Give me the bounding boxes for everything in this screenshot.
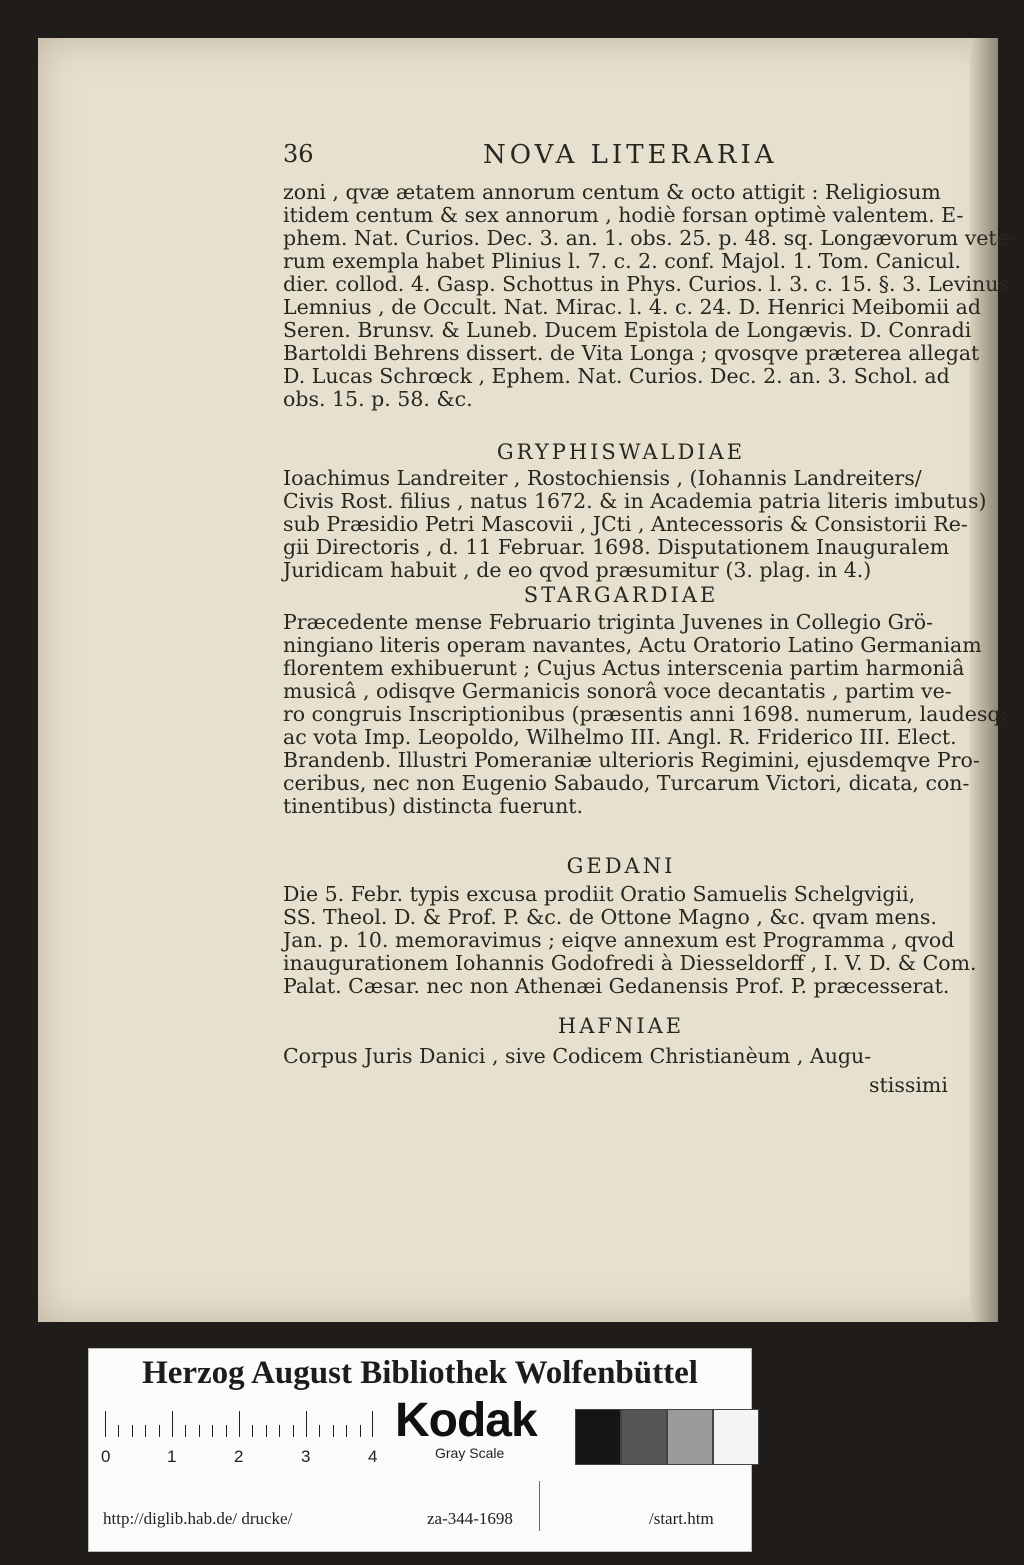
text-line: ceribus, nec non Eugenio Sabaudo, Turcarum Victori, dicata, con- [283,771,970,795]
digital-library-url: http://diglib.hab.de/ drucke/ [103,1509,293,1528]
kodak-logo: Kodak [395,1394,537,1447]
ruler-label: 0 [101,1447,111,1466]
gray-swatch-light [713,1409,759,1465]
running-head [283,140,959,174]
text-line: Bartoldi Behrens dissert. de Vita Longa ; qvosqve præterea allegat [283,341,980,365]
text-line: musicâ , odisqve Germanicis sonorâ voce decantatis , partim ve- [283,679,952,703]
text-line: Corpus Juris Danici , sive Codicem Christianèum , Augu- [283,1044,872,1068]
gray-swatch-dark [621,1409,667,1465]
text-line: inaugurationem Iohannis Godofredi à Diesseldorff , I. V. D. & Com. [283,951,977,975]
ruler-label: 4 [368,1447,378,1466]
text-line: ac vota Imp. Leopoldo, Wilhelmo III. Angl. R. Friderico III. Elect. [283,725,957,749]
scale-ruler [105,1411,373,1437]
text-line: Juridicam habuit , de eo qvod præsumitur (3. plag. in 4.) [283,558,872,582]
shelfmark: za-344-1698 [427,1509,513,1528]
text-line: SS. Theol. D. & Prof. P. &c. de Ottone Magno , &c. qvam mens. [283,905,937,929]
section-heading: GRYPHISWALDIAE [496,440,746,464]
text-line: Lemnius , de Occult. Nat. Mirac. l. 4. c. 24. D. Henrici Meibomii ad [283,295,982,319]
text-line: tinentibus) distincta fuerunt. [283,794,584,818]
text-line: Ioachimus Landreiter , Rostochiensis , (Iohannis Landreiters/ [283,466,922,490]
page-number: 36 [283,140,314,168]
catchword: stissimi [869,1073,948,1097]
text-line: florentem exhibuerunt ; Cujus Actus interscenia partim harmoniâ [283,656,965,680]
text-line: obs. 15. p. 58. &c. [283,387,473,411]
text-line: Brandenb. Illustri Pomeraniæ ulterioris Regimini, ejusdemqve Pro- [283,748,980,772]
running-title: NOVA LITERARIA [483,140,778,170]
text-line: phem. Nat. Curios. Dec. 3. an. 1. obs. 25. p. 48. sq. Longævorum vete- [283,226,1016,250]
gray-scale-label: Gray Scale [435,1445,505,1461]
text-line: dier. collod. 4. Gasp. Schottus in Phys. Curios. l. 3. c. 15. §. 3. Levinus [283,272,1009,296]
ruler-label: 2 [234,1447,244,1466]
ruler-label: 1 [167,1447,177,1466]
text-line: sub Præsidio Petri Mascovii , JCti , Antecessoris & Consistorii Re- [283,512,968,536]
text-line: D. Lucas Schrœck , Ephem. Nat. Curios. Dec. 2. an. 3. Schol. ad [283,364,950,388]
text-line: ro congruis Inscriptionibus (præsentis anni 1698. numerum, laudesq; [283,702,1008,726]
text-line: zoni , qvæ ætatem annorum centum & octo attigit : Religiosum [283,180,941,204]
text-line: Præcedente mense Februario triginta Juvenes in Collegio Grö- [283,610,934,634]
text-line: itidem centum & sex annorum , hodiè forsan optimè valentem. E- [283,203,964,227]
text-line: Palat. Cæsar. nec non Athenæi Gedanensis Prof. P. præcesserat. [283,974,950,998]
divider [539,1481,540,1531]
text-line: ningiano literis operam navantes, Actu Oratorio Latino Germaniam [283,633,982,657]
text-line: gii Directoris , d. 11 Februar. 1698. Disputationem Inauguralem [283,535,950,559]
text-line: rum exempla habet Plinius l. 7. c. 2. conf. Majol. 1. Tom. Canicul. [283,249,962,273]
section-heading: GEDANI [566,854,676,878]
gray-swatch-black [575,1409,621,1465]
library-name: Herzog August Bibliothek Wolfenbüttel [142,1355,698,1391]
ruler-label: 3 [301,1447,311,1466]
text-line: Die 5. Febr. typis excusa prodiit Oratio Samuelis Schelgvigii, [283,882,916,906]
text-line: Civis Rost. filius , natus 1672. & in Academia patria literis imbutus) [283,489,987,513]
start-link: /start.htm [649,1509,714,1528]
text-line: Seren. Brunsv. & Luneb. Ducem Epistola de Longævis. D. Conradi [283,318,972,342]
gray-swatch-mid [667,1409,713,1465]
library-color-target [88,1348,752,1552]
section-heading: STARGARDIAE [523,583,719,607]
section-heading: HAFNIAE [557,1014,685,1038]
text-line: Jan. p. 10. memoravimus ; eiqve annexum est Programma , qvod [283,928,955,952]
